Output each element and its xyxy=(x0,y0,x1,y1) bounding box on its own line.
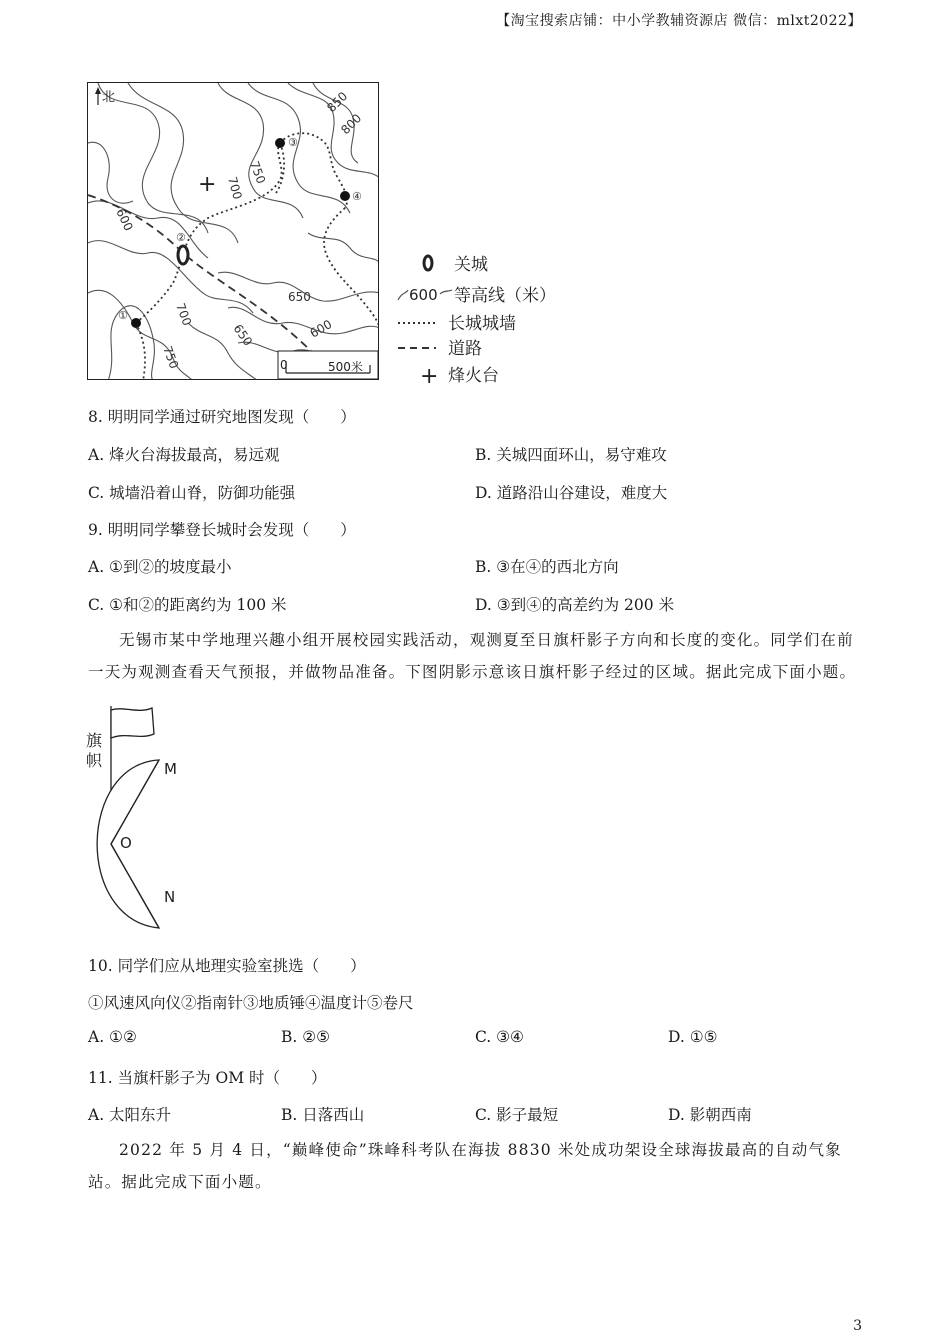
contour-map-svg xyxy=(88,83,379,380)
point-n: N xyxy=(164,888,176,906)
q11-stem: 11. 当旗杆影子为 OM 时（ ） xyxy=(88,1069,327,1087)
legend-beacon: 烽火台 xyxy=(448,366,499,386)
q8-option-a[interactable]: A. 烽火台海拔最高，易远观 xyxy=(88,446,280,464)
contour-label: 800 xyxy=(338,111,365,138)
contour-label: 600 xyxy=(113,206,136,234)
q10-stem: 10. 同学们应从地理实验室挑选（ ） xyxy=(88,957,366,975)
intro-paragraph-flagpole: 无锡市某中学地理兴趣小组开展校园实践活动，观测夏至日旗杆影子方向和长度的变化。同学们在前一天为观测查看天气预报，并做物品准备。下图阴影示意该日旗杆影子经过的区域。据此完成下面小题。 xyxy=(88,631,857,681)
q11-option-c[interactable]: C. 影子最短 xyxy=(475,1106,559,1124)
q11-option-a[interactable]: A. 太阳东升 xyxy=(88,1106,172,1124)
contour-label: 750 xyxy=(247,159,269,186)
q10-items: ①风速风向仪②指南针③地质锤④温度计⑤卷尺 xyxy=(88,994,414,1012)
legend-beacon-icon: + xyxy=(420,364,439,389)
q10-option-c[interactable]: C. ③④ xyxy=(475,1028,524,1046)
header-note: 【淘宝搜索店铺：中小学教辅资源店 微信：mlxt2022】 xyxy=(496,13,862,29)
q11-option-d[interactable]: D. 影朝西南 xyxy=(668,1106,752,1124)
point-3-dot xyxy=(275,138,285,148)
contour-label: 600 xyxy=(307,317,335,341)
q9-option-a[interactable]: A. ①到②的坡度最小 xyxy=(88,558,232,576)
q8-option-b[interactable]: B. 关城四面环山，易守难攻 xyxy=(475,446,667,464)
contour-label: 650 xyxy=(230,321,256,349)
point-m: M xyxy=(164,760,177,778)
map-legend xyxy=(396,250,596,390)
legend-wall: 长城城墙 xyxy=(448,314,516,334)
beacon-icon: + xyxy=(198,172,217,197)
scale-zero: 0 xyxy=(280,358,288,372)
contour-map xyxy=(87,82,379,380)
contour-label: 700 xyxy=(173,301,195,328)
q8-option-d[interactable]: D. 道路沿山谷建设，难度大 xyxy=(475,484,668,502)
legend-contour: 等高线（米） xyxy=(454,286,556,306)
scale-label: 500米 xyxy=(328,360,363,374)
legend-guancheng-icon xyxy=(424,256,432,270)
q10-option-a[interactable]: A. ①② xyxy=(88,1028,137,1046)
q9-option-d[interactable]: D. ③到④的高差约为 200 米 xyxy=(475,596,675,614)
legend-road: 道路 xyxy=(448,339,482,359)
q11-option-b[interactable]: B. 日落西山 xyxy=(281,1106,365,1124)
q8-stem: 8. 明明同学通过研究地图发现（ ） xyxy=(88,408,356,426)
flagpole-svg xyxy=(84,704,204,936)
q9-stem: 9. 明明同学攀登长城时会发现（ ） xyxy=(88,521,356,539)
contour-label: 700 xyxy=(225,175,245,201)
point-label: ② xyxy=(176,231,186,244)
guancheng-icon xyxy=(178,246,188,264)
flag-label-1: 旗 xyxy=(86,731,103,750)
q9-option-c[interactable]: C. ①和②的距离约为 100 米 xyxy=(88,596,287,614)
point-label: ① xyxy=(118,309,128,322)
q9-option-b[interactable]: B. ③在④的西北方向 xyxy=(475,558,619,576)
point-label: ③ xyxy=(288,136,298,149)
intro-paragraph-everest: 2022 年 5 月 4 日，“巅峰使命”珠峰科考队在海拔 8830 米处成功架设全球海拔最高的自动气象站。据此完成下面小题。 xyxy=(88,1141,842,1191)
point-label: ④ xyxy=(352,190,362,203)
contour-label: 650 xyxy=(288,290,311,304)
flag-label-2: 帜 xyxy=(86,751,103,770)
q10-option-b[interactable]: B. ②⑤ xyxy=(281,1028,331,1046)
legend-guancheng: 关城 xyxy=(454,255,488,275)
flagpole-figure xyxy=(84,704,204,936)
point-o: O xyxy=(120,834,132,852)
point-4-dot xyxy=(340,191,350,201)
contour-label: 750 xyxy=(160,344,182,371)
contour-label: 850 xyxy=(324,89,351,116)
legend-contour-sample: 600 xyxy=(409,286,438,304)
q10-option-d[interactable]: D. ①⑤ xyxy=(668,1028,718,1046)
point-1-dot xyxy=(131,318,141,328)
q8-option-c[interactable]: C. 城墙沿着山脊，防御功能强 xyxy=(88,484,296,502)
legend-svg xyxy=(396,250,596,390)
north-label: 北 xyxy=(102,90,116,105)
page-number: 3 xyxy=(853,1318,862,1334)
